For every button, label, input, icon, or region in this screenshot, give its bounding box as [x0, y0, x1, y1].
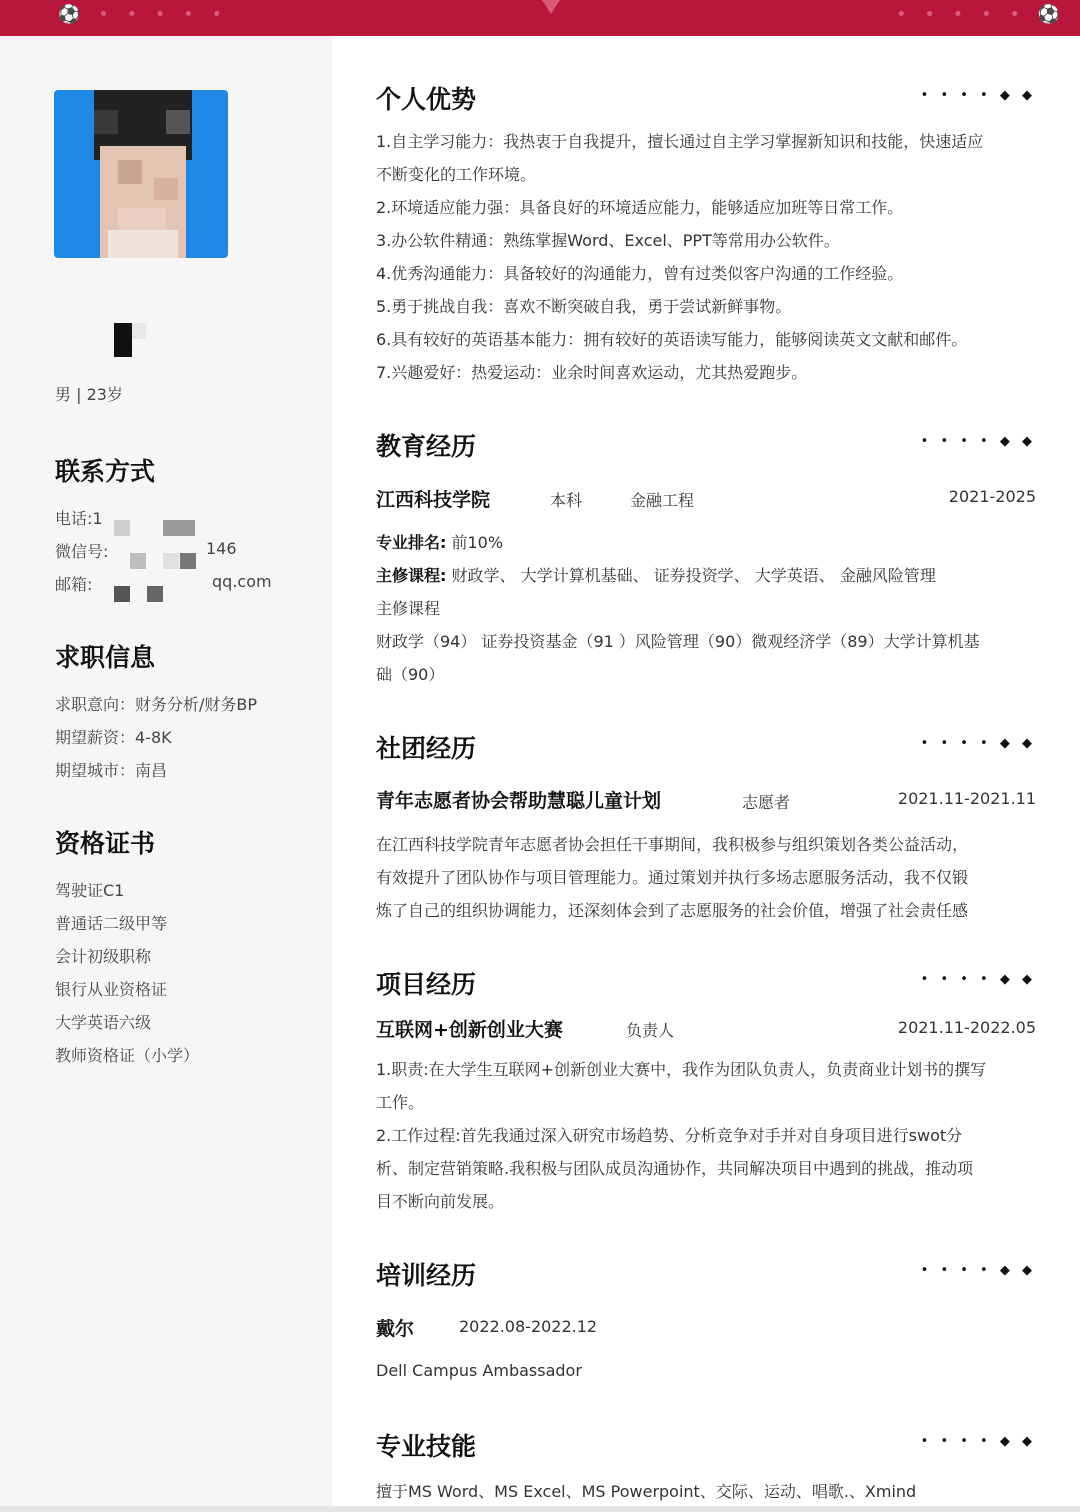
education-date: 2021-2025 [948, 487, 1036, 506]
job-salary: 期望薪资：4-8K [55, 728, 172, 747]
courses-row [376, 559, 1038, 592]
advantage-line: 5.勇于挑战自我：喜欢不断突破自我，勇于尝试新鲜事物。 [376, 297, 792, 316]
advantage-line: 1.自主学习能力：我热衷于自我提升，擅长通过自主学习掌握新知识和技能，快速适应 [376, 132, 984, 151]
project-line: 析、制定营销策略.我积极与团队成员沟通协作，共同解决项目中遇到的挑战，推动项 [376, 1159, 974, 1178]
email-label: 邮箱: [55, 575, 93, 594]
section-dots: • • • • ◆ ◆ [920, 88, 1036, 103]
training-title: 培训经历 [376, 1261, 477, 1290]
club-role: 志愿者 [742, 793, 791, 812]
project-line: 工作。 [376, 1093, 425, 1112]
decor-left: ⚽ • • • • • [58, 4, 229, 25]
education-title: 教育经历 [376, 432, 477, 461]
rank-label: 专业排名: [376, 533, 447, 552]
decor-right: • • • • • ⚽ [896, 4, 1067, 25]
mosaic-block [163, 553, 179, 569]
courses-heading: 主修课程 [376, 599, 441, 618]
advantages-text [376, 125, 1038, 389]
job-title: 求职信息 [55, 643, 156, 672]
section-dots: • • • • ◆ ◆ [920, 972, 1036, 987]
club-line: 有效提升了团队协作与项目管理能力。通过策划并执行多场志愿服务活动，我不仅锻 [376, 868, 969, 887]
scores-line: 础（90） [376, 665, 445, 684]
mosaic-block [163, 520, 195, 536]
club-title: 社团经历 [376, 734, 477, 763]
header-bar [0, 0, 1080, 36]
degree: 本科 [550, 491, 583, 510]
wechat-label: 微信号: [55, 542, 109, 561]
club-line: 在江西科技学院青年志愿者协会担任干事期间，我积极参与组织策划各类公益活动， [376, 835, 969, 854]
certs-title: 资格证书 [55, 829, 156, 858]
section-dots: • • • • ◆ ◆ [920, 1434, 1036, 1449]
club-org: 青年志愿者协会帮助慧聪儿童计划 [376, 790, 662, 812]
club-line: 炼了自己的组织协调能力，还深刻体会到了志愿服务的社会价值，增强了社会责任感 [376, 901, 969, 920]
cert-item: 会计初级职称 [55, 947, 152, 966]
profile-photo [54, 90, 228, 258]
advantage-line: 4.优秀沟通能力：具备较好的沟通能力，曾有过类似客户沟通的工作经验。 [376, 264, 904, 283]
advantage-line: 7.兴趣爱好：热爱运动：业余时间喜欢运动，尤其热爱跑步。 [376, 363, 808, 382]
project-role: 负责人 [626, 1021, 675, 1040]
project-line: 1.职责:在大学生互联网+创新创业大赛中，我作为团队负责人，负责商业计划书的撰写 [376, 1060, 987, 1079]
bottom-divider [0, 1506, 1080, 1512]
advantage-line: 2.环境适应能力强：具备良好的环境适应能力，能够适应加班等日常工作。 [376, 198, 904, 217]
advantages-title: 个人优势 [376, 85, 477, 114]
courses-value: 财政学、 大学计算机基础、 证券投资学、 大学英语、 金融风险管理 [451, 566, 936, 585]
advantage-line: 3.办公软件精通：熟练掌握Word、Excel、PPT等常用办公软件。 [376, 231, 840, 250]
project-name: 互联网+创新创业大赛 [376, 1019, 563, 1041]
name-redacted [114, 323, 132, 357]
job-city: 期望城市：南昌 [55, 761, 168, 780]
mosaic-block [114, 586, 130, 602]
cert-item: 教师资格证（小学） [55, 1046, 200, 1065]
major: 金融工程 [630, 491, 695, 510]
training-desc: Dell Campus Ambassador [376, 1361, 582, 1380]
project-date: 2021.11-2022.05 [897, 1018, 1036, 1037]
cert-item: 驾驶证C1 [55, 881, 125, 900]
mosaic-block [180, 553, 196, 569]
advantage-line: 6.具有较好的英语基本能力：拥有较好的英语读写能力，能够阅读英文文献和邮件。 [376, 330, 968, 349]
skills-title: 专业技能 [376, 1432, 477, 1461]
skills-text: 擅于MS Word、MS Excel、MS Powerpoint、交际、运动、唱歌.、Xmind [376, 1482, 917, 1501]
wechat-value: 146 [206, 539, 237, 558]
education-details [376, 526, 1038, 691]
club-date: 2021.11-2021.11 [897, 789, 1036, 808]
mosaic-block [147, 586, 163, 602]
project-text [376, 1053, 1038, 1218]
name-redacted-2 [132, 323, 146, 339]
email-value: qq.com [212, 572, 272, 591]
project-line: 目不断向前发展。 [376, 1192, 505, 1211]
mosaic-block [114, 520, 130, 536]
school-name: 江西科技学院 [376, 489, 491, 511]
mosaic-block [130, 553, 146, 569]
cert-item: 普通话二级甲等 [55, 914, 168, 933]
scores-line: 财政学（94） 证券投资基金（91 ）风险管理（90）微观经济学（89）大学计算机基 [376, 632, 980, 651]
wechat-row [55, 539, 108, 562]
phone-label: 电话: [55, 509, 93, 528]
email-row [55, 572, 92, 595]
decor-diamond [542, 0, 560, 14]
training-date: 2022.08-2022.12 [459, 1317, 598, 1336]
club-text [376, 828, 1038, 927]
rank-row [376, 526, 1038, 559]
rank-value: 前10% [451, 533, 504, 552]
job-intent: 求职意向：财务分析/财务BP [55, 695, 258, 714]
courses-label: 主修课程: [376, 566, 447, 585]
phone-row [55, 506, 103, 529]
cert-item: 大学英语六级 [55, 1013, 152, 1032]
project-line: 2.工作过程:首先我通过深入研究市场趋势、分析竞争对手并对自身项目进行swot分 [376, 1126, 963, 1145]
section-dots: • • • • ◆ ◆ [920, 434, 1036, 449]
phone-value: 1 [92, 509, 103, 528]
section-dots: • • • • ◆ ◆ [920, 1263, 1036, 1278]
training-org: 戴尔 [376, 1318, 415, 1340]
cert-item: 银行从业资格证 [55, 980, 168, 999]
project-title: 项目经历 [376, 970, 477, 999]
gender-age: 男 | 23岁 [55, 385, 123, 404]
section-dots: • • • • ◆ ◆ [920, 736, 1036, 751]
advantage-line: 不断变化的工作环境。 [376, 165, 537, 184]
contact-title: 联系方式 [55, 457, 156, 486]
